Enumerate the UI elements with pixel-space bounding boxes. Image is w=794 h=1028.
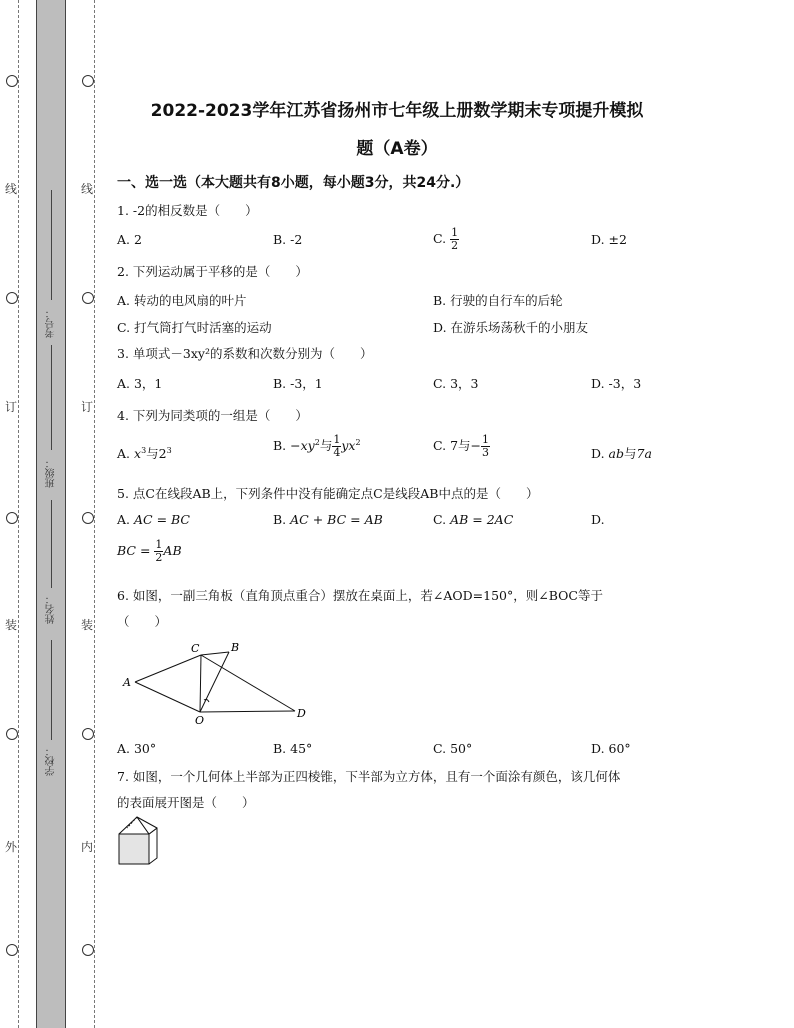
segment-od xyxy=(200,711,295,712)
fraction: $\frac{1}{3}$ xyxy=(482,433,490,459)
q1-option-c-prefix: C. xyxy=(433,231,447,246)
segment-ac xyxy=(135,655,201,682)
q5-option-b[interactable]: B. AC + BC = AB xyxy=(273,512,383,527)
binding-hole xyxy=(82,292,94,304)
exam-title-line1: 2022-2023学年江苏省扬州市七年级上册数学期末专项提升模拟 xyxy=(150,101,644,121)
school-label: 学校： xyxy=(46,746,57,776)
margin-char: 装 xyxy=(81,618,94,632)
binding-hole xyxy=(82,728,94,740)
inner-cut-line xyxy=(94,0,95,1028)
q3-option-d[interactable]: D. -3，3 xyxy=(591,376,642,391)
q2-option-b[interactable]: B. 行驶的自行车的后轮 xyxy=(433,293,563,308)
binding-hole xyxy=(6,512,18,524)
question-3-stem: 3. 单项式－3xy²的系数和次数分别为（ ） xyxy=(117,346,373,361)
margin-char: 外 xyxy=(5,840,18,854)
binding-hole xyxy=(82,944,94,956)
binding-hole xyxy=(82,512,94,524)
question-5-stem: 5. 点C在线段AB上，下列条件中没有能确定点C是线段AB中点的是（ ） xyxy=(117,486,539,501)
question-7-stem: 7. 如图，一个几何体上半部为正四棱锥，下半部为立方体，且有一个面涂有颜色，该几何体 xyxy=(117,769,621,784)
fraction: $\frac{1}{4}$ xyxy=(333,433,341,459)
q2-option-c[interactable]: C. 打气筒打气时活塞的运动 xyxy=(117,320,272,335)
q4-option-c[interactable]: C. 7与− $\frac{1}{3}$ xyxy=(433,433,490,459)
margin-char: 内 xyxy=(81,840,94,854)
section-heading: 一、选一选（本大题共有8小题，每小题3分，共24分.） xyxy=(117,175,470,191)
binding-margin xyxy=(0,0,100,1028)
segment-ao xyxy=(135,682,200,712)
margin-char: 线 xyxy=(81,182,94,196)
q5-option-a[interactable]: A. AC = BC xyxy=(117,512,190,527)
binding-hole xyxy=(6,75,18,87)
question-6-stem-cont: （ ） xyxy=(117,614,168,629)
margin-char: 订 xyxy=(5,400,18,414)
exam-title-line2: 题（A卷） xyxy=(356,139,438,159)
fraction: $\frac{1}{2}$ xyxy=(155,538,163,564)
question-2-stem: 2. 下列运动属于平移的是（ ） xyxy=(117,264,308,279)
q6-option-c[interactable]: C. 50° xyxy=(433,741,473,756)
cube-front-face xyxy=(119,834,149,864)
point-a-label: A xyxy=(123,676,131,689)
exam-number-label: 考号： xyxy=(46,308,57,338)
q4-option-a[interactable]: A. $x^3$与$2^3$ xyxy=(117,445,172,461)
margin-char: 线 xyxy=(5,182,18,196)
q2-option-d[interactable]: D. 在游乐场荡秋千的小朋友 xyxy=(433,320,589,335)
margin-char: 装 xyxy=(5,618,18,632)
question-4-stem: 4. 下列为同类项的一组是（ ） xyxy=(117,408,308,423)
q4-option-b[interactable]: B. $-xy^2$与 $\frac{1}{4}$ $yx^2$ xyxy=(273,433,361,459)
segment-ob xyxy=(200,652,229,712)
class-label: 班级： xyxy=(46,458,57,488)
question-7-stem-cont: 的表面展开图是（ ） xyxy=(117,795,255,810)
q6-option-b[interactable]: B. 45° xyxy=(273,741,313,756)
school-field[interactable] xyxy=(51,640,52,740)
question-1-stem: 1. -2的相反数是（ ） xyxy=(117,203,258,218)
q5-option-c[interactable]: C. AB = 2AC xyxy=(433,512,514,527)
point-c-label: C xyxy=(191,642,200,655)
name-label: 姓名： xyxy=(46,594,57,624)
binding-hole xyxy=(6,944,18,956)
q1-option-c[interactable] xyxy=(433,227,459,252)
segment-cb xyxy=(201,652,229,655)
segment-cd xyxy=(201,655,295,711)
q5-option-d[interactable]: BC = $\frac{1}{2}$ AB xyxy=(117,538,182,564)
question-6-stem: 6. 如图，一副三角板（直角顶点重合）摆放在桌面上，若∠AOD=150°，则∠BOC等于 xyxy=(117,588,603,603)
binding-hole xyxy=(6,728,18,740)
pyramid-cube-figure xyxy=(117,814,161,868)
triangle-rulers-figure xyxy=(117,636,317,728)
q1-option-b[interactable]: B. -2 xyxy=(273,232,303,247)
point-d-label: D xyxy=(297,707,306,720)
outer-cut-line xyxy=(18,0,19,1028)
binding-hole xyxy=(82,75,94,87)
q1-option-a[interactable]: A. 2 xyxy=(117,232,142,247)
q3-option-c[interactable]: C. 3，3 xyxy=(433,376,479,391)
segment-co xyxy=(200,655,201,712)
point-o-label: O xyxy=(195,714,205,727)
q6-option-d[interactable]: D. 60° xyxy=(591,741,631,756)
q5-option-d-prefix[interactable]: D. xyxy=(591,512,605,527)
class-field[interactable] xyxy=(51,345,52,450)
fraction: $\frac{1}{2}$ xyxy=(451,226,459,252)
exam-number-field[interactable] xyxy=(51,190,52,300)
margin-char: 订 xyxy=(81,400,94,414)
q1-option-d[interactable]: D. ±2 xyxy=(591,232,627,247)
binding-hole xyxy=(6,292,18,304)
point-b-label: B xyxy=(231,641,240,654)
name-field[interactable] xyxy=(51,500,52,588)
q6-option-a[interactable]: A. 30° xyxy=(117,741,157,756)
q4-option-d[interactable]: D. ab与7a xyxy=(591,446,652,461)
q2-option-a[interactable]: A. 转动的电风扇的叶片 xyxy=(117,293,247,308)
q3-option-a[interactable]: A. 3，1 xyxy=(117,376,163,391)
q3-option-b[interactable]: B. -3，1 xyxy=(273,376,323,391)
